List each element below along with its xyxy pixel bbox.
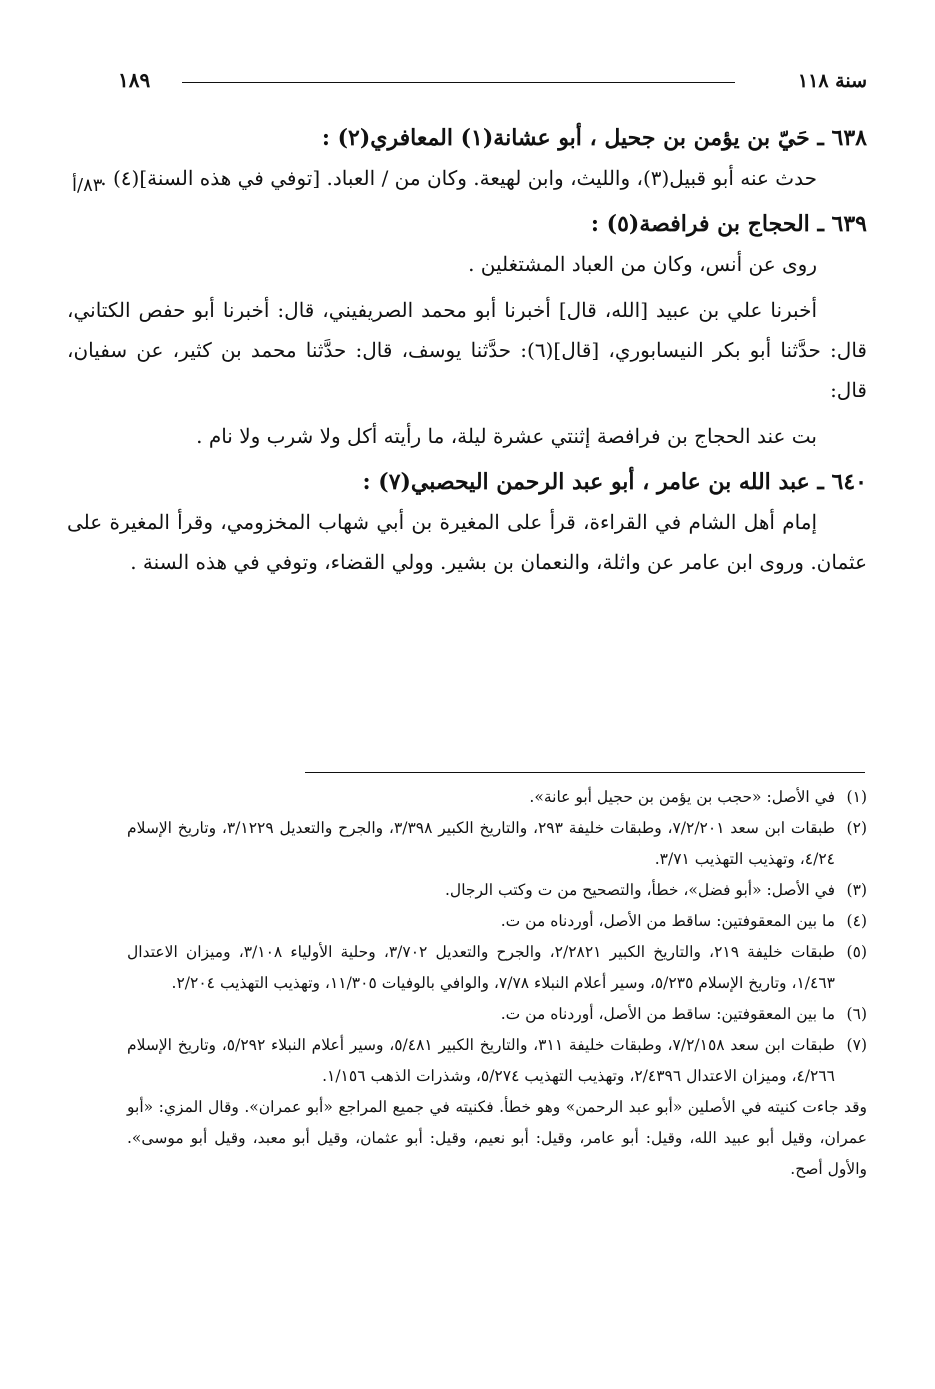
footnote-number: (٢) (846, 819, 867, 837)
footnote (127, 813, 867, 875)
footnote-number: (١) (846, 788, 867, 806)
entry-title: ٦٣٨ ـ حَيّ بن يؤمن بن جحيل ، أبو عشانة(١) المعافري(٢) : (321, 125, 867, 151)
footnote-number: (٦) (846, 1005, 867, 1023)
footnote-text: ما بين المعقوفتين: ساقط من الأصل، أوردناه من ت. (500, 912, 835, 930)
footnote-number: (٧) (846, 1036, 867, 1054)
footnote-text: طبقات ابن سعد ٧/٢/٢٠١، وطبقات خليفة ٢٩٣، والتاريخ الكبير ٣/٣٩٨، والجرح والتعديل ٣/١٢٢٩، وتاريخ الإسلام ٤/٢٤، وتهذيب التهذيب ٣/٧١. (127, 819, 836, 868)
footnote-continuation: وقد جاءت كنيته في الأصلين «أبو عبد الرحمن» وهو خطأ. فكنيته في جميع المراجع «أبو عمران». وقال المزي: «أبو عمران، وقيل أبو عبيد الله، وقيل: أبو عامر، وقيل: أبو نعيم، وقيل: أبو عثمان، وقيل أبو معبد، وقيل أبو موسى». والأول أصح. (127, 1098, 867, 1178)
footnote-text: طبقات ابن سعد ٧/٢/١٥٨، وطبقات خليفة ٣١١، والتاريخ الكبير ٥/٤٨١، وسير أعلام النبلاء ٥/٢٩٢، وتاريخ الإسلام ٤/٢٦٦، وميزان الاعتدال ٢/٤٣٩٦، وتهذيب التهذيب ٥/٢٧٤، وشذرات الذهب ١/١٥٦. (127, 1036, 835, 1085)
footnote-text: طبقات خليفة ٢١٩، والتاريخ الكبير ٢/٢٨٢١، والجرح والتعديل ٣/٧٠٢، وحلية الأولياء ٣/١٠٨، وميزان الاعتدال ١/٤٦٣، وتاريخ الإسلام ٥/٢٣٥، وسير أعلام النبلاء ٧/٧٨، والوافي بالوفيات ١١/٣٠٥، وتهذيب التهذيب ٢/٢٠٤. (127, 943, 835, 992)
footnote-number: (٥) (846, 943, 867, 961)
footnote-number: (٤) (846, 912, 867, 930)
page-number: ١٨٩ (118, 68, 151, 92)
footnote (127, 875, 867, 906)
footnote (127, 937, 867, 999)
manuscript-folio-marker: ٨٣/أ (72, 175, 103, 196)
entry-paragraph: إمام أهل الشام في القراءة، قرأ على المغيرة بن أبي شهاب المخزومي، وقرأ المغيرة على عثمان. وروى ابن عامر عن واثلة، والنعمان بن بشير. وولي القضاء، وتوفي في هذه السنة . (67, 510, 867, 574)
footnote-text: في الأصل: «حجب بن يؤمن بن حجيل أبو عانة». (529, 788, 835, 806)
running-header-year: سنة ١١٨ (797, 70, 867, 92)
entry-paragraph: أخبرنا علي بن عبيد [الله، قال] أخبرنا أبو محمد الصريفيني، قال: أخبرنا أبو حفص الكتاني، قال: حدَّثنا أبو بكر النيسابوري، [قال](٦): حدَّثنا يوسف، قال: حدَّثنا محمد بن كثير، عن سفيان، قال: (67, 298, 867, 402)
main-text (67, 118, 867, 582)
entry-title: ٦٣٩ ـ الحجاج بن فرافصة(٥) : (590, 211, 867, 237)
entry-paragraph: روى عن أنس، وكان من العباد المشتغلين . (468, 252, 817, 276)
footnote (127, 999, 867, 1030)
footnote-text: ما بين المعقوفتين: ساقط من الأصل، أوردناه من ت. (500, 1005, 835, 1023)
header-rule (182, 82, 735, 83)
footnote (127, 906, 867, 937)
footnote-number: (٣) (846, 881, 867, 899)
footnote-separator (305, 772, 865, 773)
footnote (127, 782, 867, 813)
entry-paragraph: بت عند الحجاج بن فرافصة إثنتي عشرة ليلة، ما رأيته أكل ولا شرب ولا نام . (196, 424, 817, 448)
footnotes (127, 782, 867, 1185)
entry-title: ٦٤٠ ـ عبد الله بن عامر ، أبو عبد الرحمن اليحصبي(٧) : (362, 469, 867, 495)
footnote-text: في الأصل: «أبو فضل»، خطأ، والتصحيح من ت وكتب الرجال. (445, 881, 835, 899)
entry-paragraph: حدث عنه أبو قبيل(٣)، والليث، وابن لهيعة. وكان من / العباد. [توفي في هذه السنة](٤) . (100, 166, 817, 190)
footnote (127, 1030, 867, 1092)
